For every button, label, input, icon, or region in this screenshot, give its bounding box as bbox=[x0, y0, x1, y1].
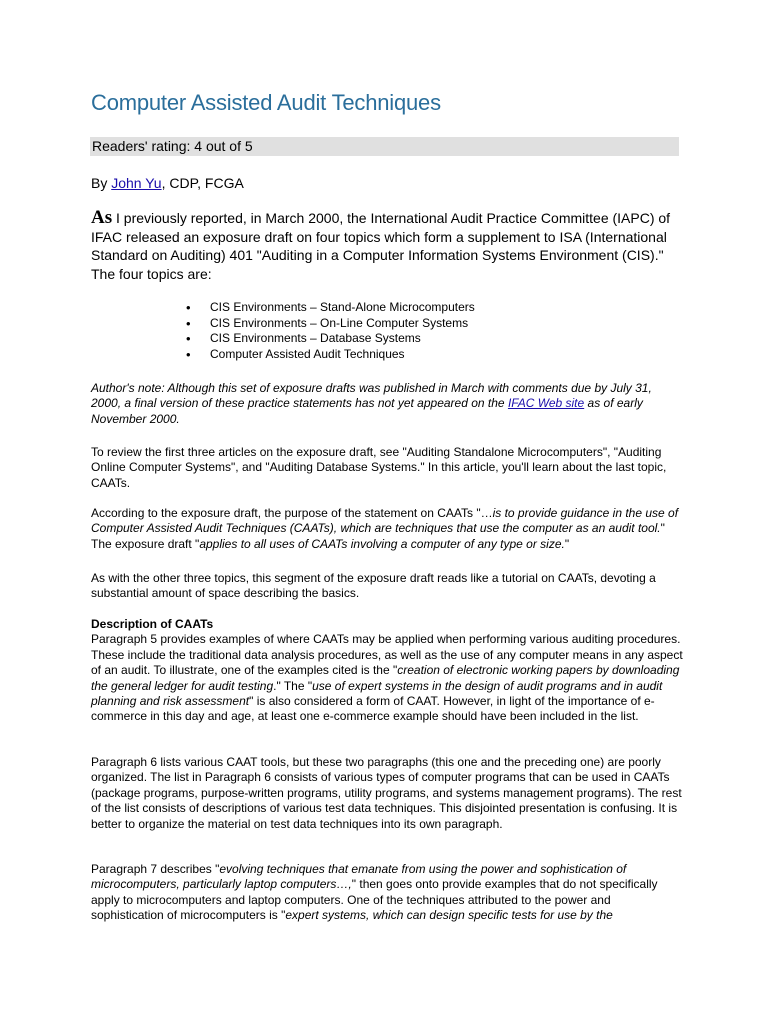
byline-suffix: , CDP, FCGA bbox=[161, 175, 244, 191]
paragraph-7 bbox=[91, 862, 683, 924]
list-item: • Computer Assisted Audit Techniques bbox=[186, 347, 475, 363]
list-item: • CIS Environments – On-Line Computer Systems bbox=[186, 316, 475, 332]
paragraph-quote: evolving techniques that emanate from using the power and sophistication of microcomputers, particularly laptop computers…, bbox=[91, 862, 627, 892]
paragraph-text: Paragraph 7 describes " bbox=[91, 862, 220, 876]
intro-paragraph bbox=[91, 209, 681, 283]
paragraph-text: ." The " bbox=[273, 678, 313, 693]
purpose-quote: is to provide guidance in the use of Computer Assisted Audit Techniques (CAATs), which are techniques that use the computer as an audit tool. bbox=[91, 506, 679, 536]
author-note-tail: as of early November 2000. bbox=[91, 396, 643, 426]
list-item: • CIS Environments – Database Systems bbox=[186, 331, 475, 347]
paragraph-5 bbox=[91, 632, 683, 724]
byline bbox=[91, 175, 244, 191]
drop-cap: As bbox=[91, 207, 113, 228]
purpose-text: " The exposure draft " bbox=[91, 521, 665, 551]
paragraph-text: Paragraph 5 provides examples of where CAATs may be applied when performing various auditing procedures. These include the traditional data analysis procedures, as well as the use of any computer means in any aspect of an audit. To illustrate, one of the examples cited is the " bbox=[91, 632, 683, 678]
paragraph-text: " is also considered a form of CAAT. However, in light of the importance of e-commerce in this day and age, at least one e-commerce example should have been included in the list. bbox=[91, 694, 655, 724]
purpose-text: According to the exposure draft, the purpose of the statement on CAATs "… bbox=[91, 506, 493, 520]
review-paragraph: To review the first three articles on the exposure draft, see "Auditing Standalone Microcomputers", "Auditing Online Computer Systems", and "Auditing Database Systems." In this article, you'll learn about the last topic, CAATs. bbox=[91, 445, 667, 490]
author-note bbox=[91, 381, 683, 427]
paragraph-text: " then goes onto provide examples that do not specifically apply to microcomputers and laptop computers. One of the techniques attributed to the power and sophistication of microcomputers is " bbox=[91, 877, 658, 923]
purpose-paragraph bbox=[91, 506, 683, 552]
list-item: • CIS Environments – Stand-Alone Microcomputers bbox=[186, 300, 475, 316]
tutorial-paragraph: As with the other three topics, this segment of the exposure draft reads like a tutorial on CAATs, devoting a substantial amount of space describing the basics. bbox=[91, 571, 656, 601]
paragraph-6: Paragraph 6 lists various CAAT tools, but these two paragraphs (this one and the preceding one) are poorly organized. The list in Paragraph 6 consists of various types of computer programs that can be used in CAATs (package programs, purpose-written programs, utility programs, and systems management programs). The rest of the list consists of descriptions of various test data techniques. This disjointed presentation is confusing. It is better to organize the material on test data techniques into its own paragraph. bbox=[91, 755, 682, 831]
author-note-text: Author's note: Although this set of exposure drafts was published in March with comments due by July 31, 2000, a final version of these practice statements has not yet appeared on the bbox=[91, 381, 652, 411]
description-section bbox=[91, 617, 683, 725]
scope-quote: applies to all uses of CAATs involving a computer of any type or size. bbox=[199, 536, 565, 551]
section-heading: Description of CAATs bbox=[91, 617, 214, 631]
ifac-website-link[interactable]: IFAC Web site bbox=[507, 396, 585, 411]
byline-prefix: By bbox=[91, 175, 112, 191]
intro-text: I previously reported, in March 2000, the International Audit Practice Committee (IAPC) of IFAC released an exposure draft on four topics which form a supplement to ISA (International Standard on Auditing) 401 "Auditing in a Computer Information Systems Environment (CIS)." The four topics are: bbox=[91, 210, 671, 282]
paragraph-quote: creation of electronic working papers by downloading the general ledger for audit testing bbox=[91, 663, 680, 693]
topics-list bbox=[186, 300, 475, 363]
article-title: Computer Assisted Audit Techniques bbox=[91, 90, 441, 115]
paragraph-quote: expert systems, which can design specific tests for use by the bbox=[285, 908, 613, 923]
author-link[interactable]: John Yu bbox=[111, 175, 162, 191]
readers-rating-bar: Readers' rating: 4 out of 5 bbox=[90, 137, 679, 156]
purpose-text: " bbox=[564, 536, 570, 551]
paragraph-quote: use of expert systems in the design of audit programs and in audit planning and risk assessment bbox=[91, 678, 663, 709]
